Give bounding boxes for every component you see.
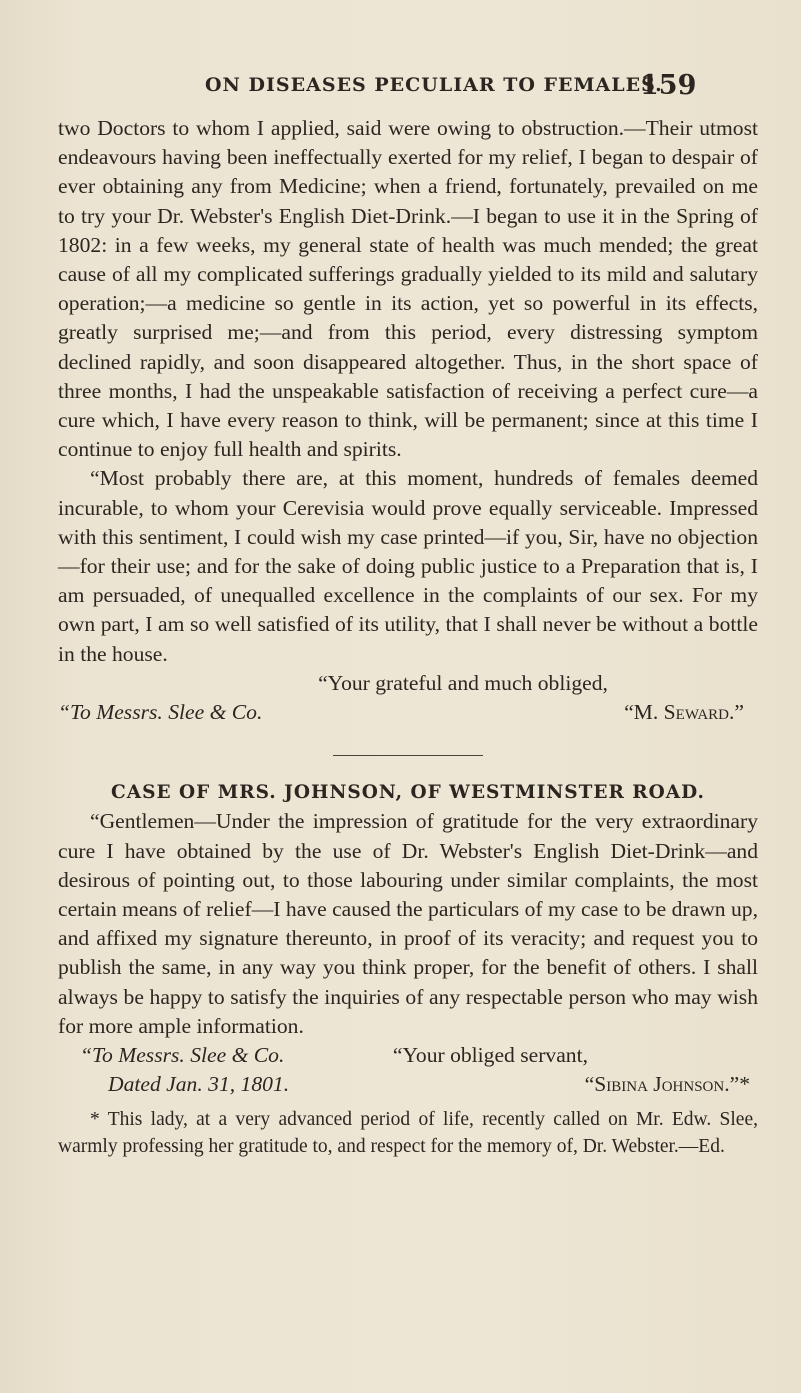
case-signature: “Sibina Johnson.”* xyxy=(584,1072,750,1097)
letter1-closing: “Your grateful and much obliged, xyxy=(318,670,608,695)
running-head: ON DISEASES PECULIAR TO FEMALES. xyxy=(205,74,663,96)
case-addressee: “To Messrs. Slee & Co. xyxy=(80,1043,285,1068)
case-paragraph: “Gentlemen—Under the impression of gratitude for the very extraordinary cure I have obtained by the use of Dr. Webster's English Diet-Drink—and desirous of pointing out, to those labouring under similar complaints, the most certain means of relief—I have caused the particulars of my case to be drawn up, and affixed my signature thereunto, in proof of its veracity; and request you to publish the same, in any way you think proper, for the benefit of others. I shall always be happy to satisfy the inquiries of any respectable person who may wish for more ample information. xyxy=(58,809,758,1038)
letter1-signature-line xyxy=(58,698,758,727)
case-date: Dated Jan. 31, 1801. xyxy=(108,1072,290,1097)
section-divider xyxy=(333,755,483,756)
case-signature-line-2 xyxy=(58,1070,758,1099)
body-text xyxy=(58,114,758,1160)
letter1-paragraph-1: two Doctors to whom I applied, said were owing to obstruction.—Their utmost endeavours having been ineffectually exerted for my relief, I began to despair of ever obtaining any from Medicine; when a friend, fortunately, prevailed on me to try your Dr. Webster's English Diet-Drink.—I began to use it in the Spring of 1802: in a few weeks, my general state of health was much mended; the great cause of all my complicated sufferings gradually yielded to its mild and salutary operation;—a medicine so gentle in its action, yet so powerful in its effects, greatly surprised me;—and from this period, every distressing symptom declined rapidly, and soon disappeared altogether. Thus, in the short space of three months, I had the unspeakable satisfaction of receiving a perfect cure—a cure which, I have every reason to think, will be permanent; since at this time I continue to enjoy full health and spirits. xyxy=(58,116,758,462)
case-closing: “Your obliged servant, xyxy=(392,1043,588,1068)
case-heading: CASE OF MRS. JOHNSON, OF WESTMINSTER ROAD. xyxy=(111,782,705,804)
page-number: 159 xyxy=(640,70,697,101)
letter1-paragraph-2: “Most probably there are, at this moment, hundreds of females deemed incurable, to whom your Cerevisia would prove equally serviceable. Impressed with this sentiment, I could wish my case printed—if you, Sir, have no objection—for their use; and for the sake of doing public justice to a Preparation that is, I am persuaded, of unequalled excellence in the complaints of our sex. For my own part, I am so well satisfied of its utility, that I shall never be without a bottle in the house. xyxy=(58,466,758,666)
case-signature-line-1 xyxy=(58,1041,758,1070)
letter1-signature: “M. Seward.” xyxy=(624,700,744,725)
letter1-addressee: “To Messrs. Slee & Co. xyxy=(58,700,263,725)
footnote: * This lady, at a very advanced period of life, recently called on Mr. Edw. Slee, warmly professing her gratitude to, and respect for the memory of, Dr. Webster.—Ed. xyxy=(58,1108,758,1157)
